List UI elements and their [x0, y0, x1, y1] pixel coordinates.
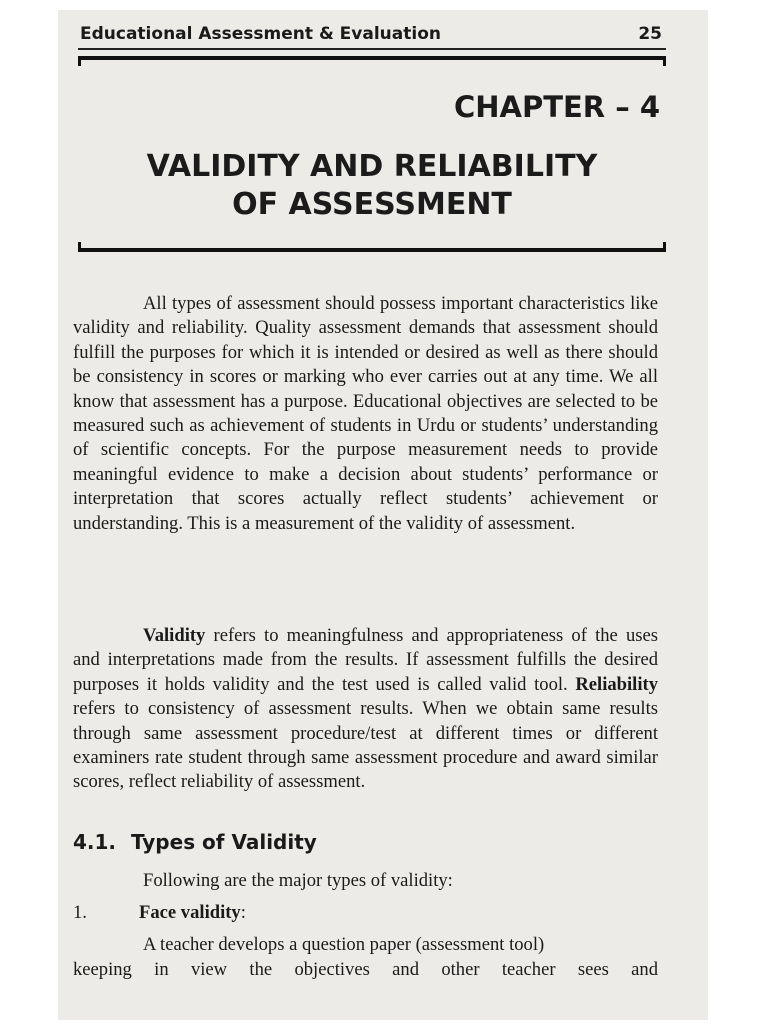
running-head-title: Educational Assessment & Evaluation [80, 24, 441, 44]
term-reliability: Reliability [575, 673, 658, 695]
chapter-top-rule [78, 56, 666, 60]
chapter-title-line-1: VALIDITY AND RELIABILITY [146, 149, 598, 184]
paragraph-3-line-2: keeping in view the objectives and other teacher sees and [73, 959, 658, 980]
chapter-bottom-rule [78, 248, 666, 252]
chapter-label: CHAPTER – 4 [453, 90, 660, 124]
section-heading [73, 830, 317, 854]
paragraph-3-line-1: A teacher develops a question paper (assessment tool) [143, 934, 545, 955]
paragraph-2 [73, 624, 658, 795]
header-rule [78, 48, 666, 50]
paragraph-definitions [73, 624, 658, 795]
term-validity: Validity [143, 625, 206, 646]
list-number: 1. [73, 902, 87, 923]
section-number: 4.1. [73, 830, 117, 854]
chapter-title-line-2: OF ASSESSMENT [232, 187, 512, 222]
reliability-definition: refers to consistency of assessment results. When we obtain same results through same assessment procedure/test at different times or different examiners rate student through same assessment procedure and award similar scores, reflect reliability of assessment. [73, 698, 658, 793]
paragraph-intro [73, 292, 658, 536]
page-number: 25 [638, 24, 662, 44]
list-item-suffix: : [240, 902, 246, 923]
chapter-title [78, 148, 666, 224]
rule-cap-left-bottom [78, 242, 81, 252]
paragraph-1: All types of assessment should possess important characteristics like validity and reliability. Quality assessment demands that assessment should fulfill the purposes for which it is intended or desired as well as there should be consistency in scores or marking who ever carries out at any time. We all know that assessment has a purpose. Educational objectives are selected to be measured such as achievement of students in Urdu or students’ understanding of scientific concepts. For the purpose measurement needs to provide meaningful evidence to make a decision about students’ performance or interpretation that scores actually reflect students’ achievement or understanding. This is a measurement of the validity of assessment. [73, 293, 658, 534]
validity-definition: refers to meaningfulness and appropriateness of the uses and interpretations made from the results. If assessment fulfills the desired purposes it holds validity and the test used is called valid tool. [73, 625, 658, 695]
list-item-face-validity [139, 902, 246, 924]
list-item-label: Face validity [139, 902, 241, 923]
running-head [78, 22, 664, 50]
section-title: Types of Validity [131, 830, 317, 854]
rule-cap-left [78, 56, 81, 66]
intro-line: Following are the major types of validity: [143, 870, 453, 891]
rule-cap-right-bottom [663, 242, 666, 252]
rule-cap-right [663, 56, 666, 66]
